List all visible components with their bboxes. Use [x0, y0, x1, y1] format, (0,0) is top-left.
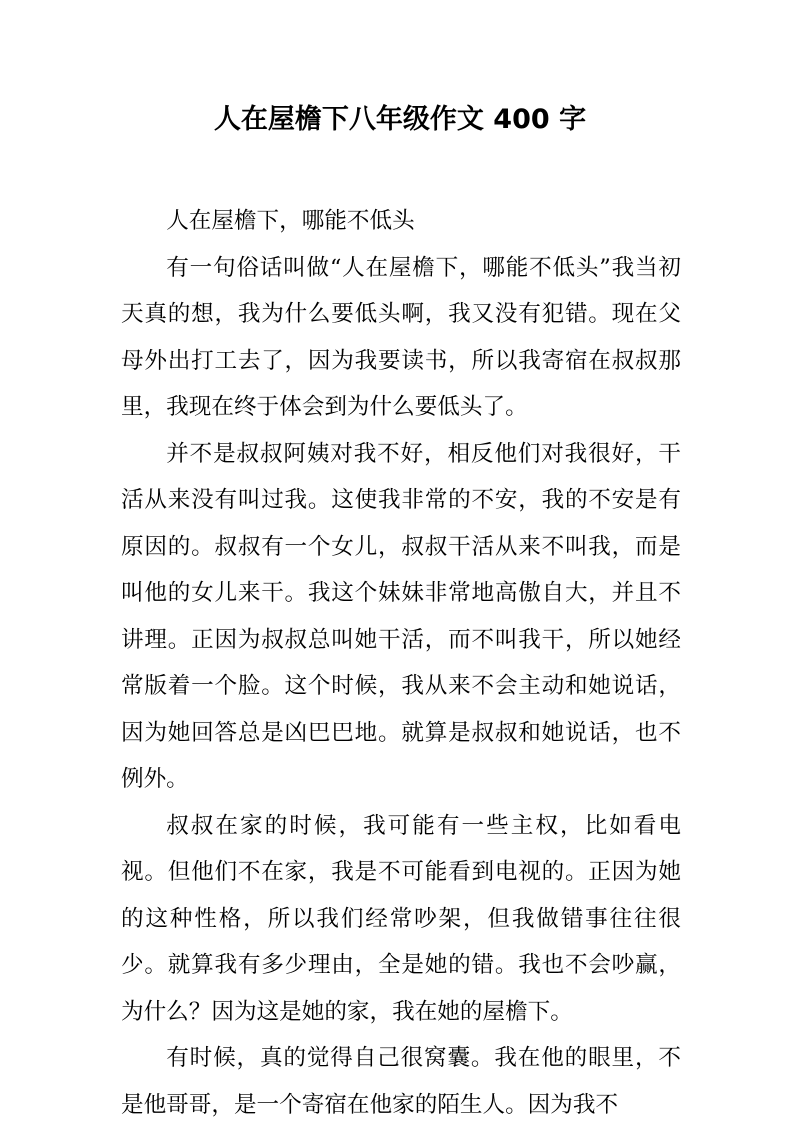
paragraph: 有一句俗话叫做“人在屋檐下，哪能不低头”我当初天真的想，我为什么要低头啊，我又没有犯错。现在父母外出打工去了，因为我要读书，所以我寄宿在叔叔那里，我现在终于体会到为什么要低头了。: [121, 254, 681, 420]
document-body: [121, 198, 681, 1128]
paragraph: 叔叔在家的时候，我可能有一些主权，比如看电视。但他们不在家，我是不可能看到电视的。正因为她的这种性格，所以我们经常吵架，但我做错事往往很少。就算我有多少理由，全是她的错。我也不会吵赢，为什么？因为这是她的家，我在她的屋檐下。: [121, 812, 681, 1025]
document-title: 人在屋檐下八年级作文 400 字: [213, 104, 587, 135]
paragraph-subtitle: 人在屋檐下，哪能不低头: [166, 208, 415, 234]
paragraph: 有时候，真的觉得自己很窝囊。我在他的眼里，不是他哥哥，是一个寄宿在他家的陌生人。因为我不: [121, 1045, 681, 1118]
paragraph: 并不是叔叔阿姨对我不好，相反他们对我很好，干活从来没有叫过我。这使我非常的不安，我的不安是有原因的。叔叔有一个女儿，叔叔干活从来不叫我，而是叫他的女儿来干。我这个妹妹非常地高傲自大，并且不讲理。正因为叔叔总叫她干活，而不叫我干，所以她经常版着一个脸。这个时候，我从来不会主动和她说话，因为她回答总是凶巴巴地。就算是叔叔和她说话，也不例外。: [121, 440, 681, 792]
